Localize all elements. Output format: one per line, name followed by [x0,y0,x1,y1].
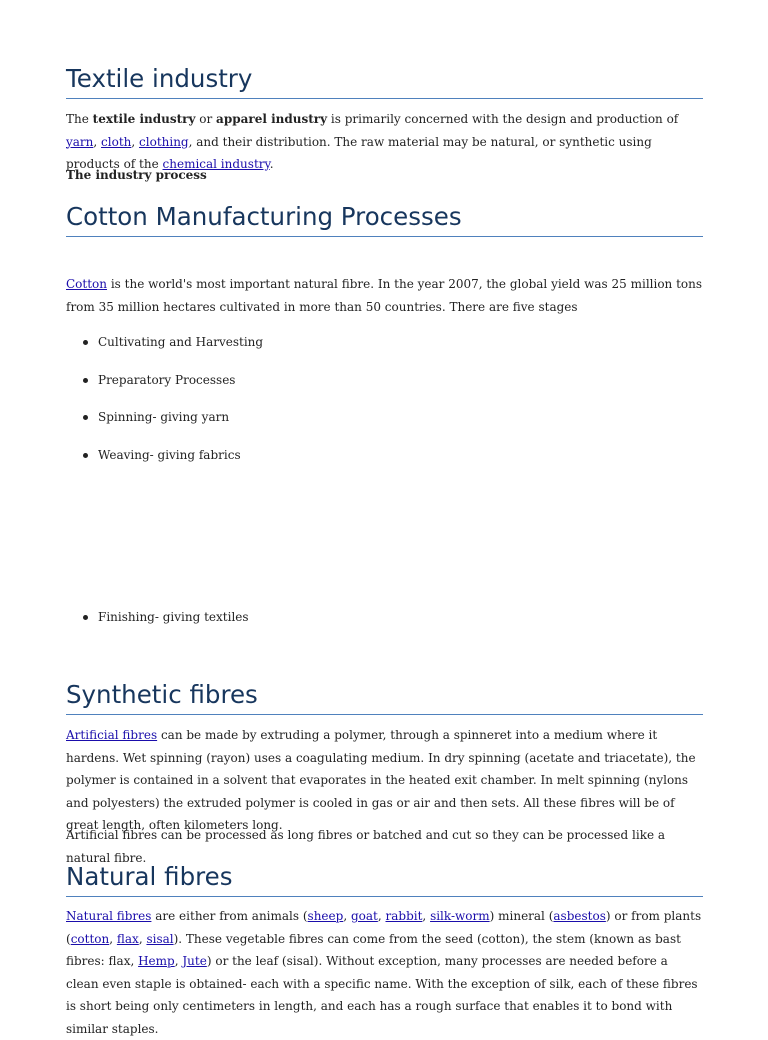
link-natural-fibres[interactable]: Natural fibres [66,909,152,923]
link-chemical-industry[interactable]: chemical industry [162,157,270,171]
link-artificial-fibres[interactable]: Artificial fibres [66,728,158,742]
heading-synthetic-fibres: Synthetic fibres [66,680,703,715]
heading-cotton-processes: Cotton Manufacturing Processes [66,202,703,237]
link-clothing[interactable]: clothing [139,134,189,149]
heading-natural-fibres: Natural fibres [66,862,703,897]
link-jute[interactable]: Jute [182,954,207,968]
link-rabbit[interactable]: rabbit [385,909,423,923]
list-item-stage-5: Finishing- giving textiles [98,610,249,624]
heading-textile-industry: Textile industry [66,64,703,99]
paragraph-textile-intro: The textile industry or apparel industry is primarily concerned with the design and production of yarn, cloth, clothing, and their distribution. The raw material may be natural, or synthetic using products of the chemical industry. [66,112,679,171]
link-sisal[interactable]: sisal [146,931,174,946]
list-item-stage-2: Preparatory Processes [98,373,236,387]
link-hemp[interactable]: Hemp [138,954,175,968]
link-goat[interactable]: goat [350,909,378,923]
link-cotton[interactable]: Cotton [66,277,108,291]
list-item-stage-4: Weaving- giving fabrics [98,448,241,462]
paragraph-synthetic-2: Artificial fibres can be processed as long fibres or batched and cut so they can be processed like a natural fibre. [66,828,666,865]
link-cloth[interactable]: cloth [101,134,132,149]
list-item-stage-3: Spinning- giving yarn [98,410,230,424]
link-sheep[interactable]: sheep [307,909,344,923]
subheading-industry-process: The industry process [66,168,207,182]
link-silk-worm[interactable]: silk-worm [430,909,490,923]
paragraph-synthetic-1: Artificial fibres can be made by extruding a polymer, through a spinneret into a medium where it hardens. Wet spinning (rayon) uses a coagulating medium. In dry spinning (acetate and triacetate), the polymer is contained in a solvent that evaporates in the heated exit chamber. In melt spinning (nylons and polyesters) the extruded polymer is cooled in gas or air and then sets. All these fibres will be of great length, often kilometers long. [66,728,696,832]
paragraph-natural-fibres: Natural fibres are either from animals (sheep, goat, rabbit, silk-worm) mineral (asbestos) or from plants (cotton, flax, sisal). These vegetable fibres can come from the seed (cotton), the stem (known as bast fibres: flax, Hemp, Jute) or the leaf (sisal). Without exception, many processes are needed before a clean even staple is obtained- each with a specific name. With the exception of silk, each of these fibres is short being only centimeters in length, and each has a rough surface that enables it to bond with similar staples. [66,909,702,1036]
link-flax[interactable]: flax [116,931,139,946]
link-cotton-plant[interactable]: cotton [70,931,110,946]
link-asbestos[interactable]: asbestos [553,909,606,923]
list-item-stage-1: Cultivating and Harvesting [98,335,264,349]
link-yarn[interactable]: yarn [66,134,94,149]
paragraph-cotton-intro: Cotton is the world's most important natural fibre. In the year 2007, the global yield was 25 million tons from 35 million hectares cultivated in more than 50 countries. There are five stages [66,277,703,314]
